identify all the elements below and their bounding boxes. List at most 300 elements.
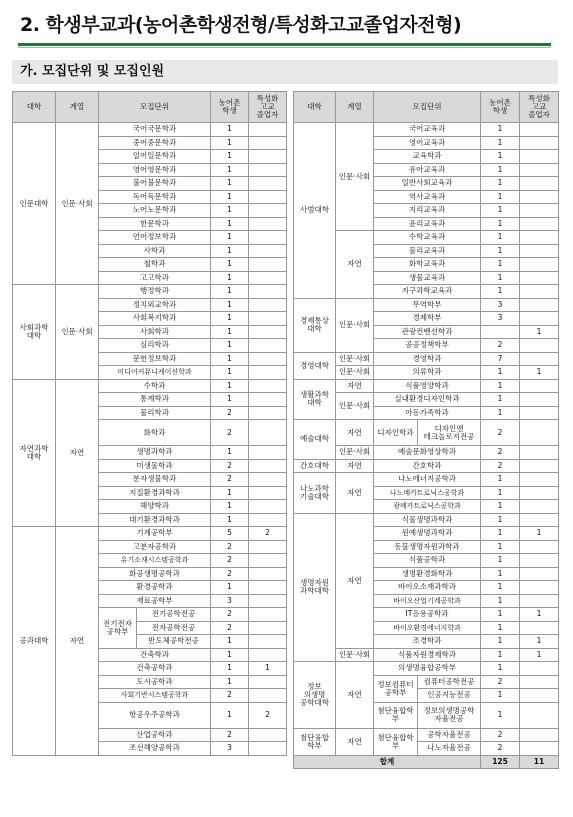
rural-count: 1 [481,190,520,204]
table-row [294,420,559,446]
vocational-count: 1 [520,635,559,649]
admission-table-right [293,91,559,769]
unit-name: 언어정보학과 [99,231,211,245]
unit-name: 나노메카트로닉스공학과 [374,486,481,500]
major-name: 전자공학전공 [137,621,211,635]
vocational-count [520,352,559,366]
col-header-college: 대학 [294,92,336,123]
rural-count: 1 [211,581,249,595]
college-name: 생명자원 과학대학 [294,513,336,662]
rural-count: 2 [211,406,249,420]
unit-name: 정치외교학과 [99,298,211,312]
unit-name: 나노에너지공학과 [374,473,481,487]
vocational-count [249,420,287,446]
unit-name: 아동가족학과 [374,406,481,420]
vocational-count: 1 [520,648,559,662]
vocational-count [249,366,287,380]
rural-count: 2 [211,621,249,635]
unit-name: 건축공학과 [99,662,211,676]
rural-count: 1 [211,312,249,326]
unit-name: 해양학과 [99,500,211,514]
vocational-count [520,231,559,245]
vocational-count [249,689,287,703]
rural-count: 1 [481,285,520,299]
unit-name: 역사교육과 [374,190,481,204]
unit-name: 화학교육과 [374,258,481,272]
major-name: 디자인앤 테크놀로지전공 [418,420,481,446]
unit-name: 유기소재시스템공학과 [99,554,211,568]
vocational-count [520,513,559,527]
rural-count: 1 [481,177,520,191]
unit-name: 대기환경과학과 [99,513,211,527]
vocational-count [249,312,287,326]
col-header-track: 계열 [336,92,374,123]
vocational-count [249,163,287,177]
rural-count: 1 [481,689,520,703]
rural-count: 1 [211,446,249,460]
vocational-count [249,339,287,353]
track-name: 인문·사회 [336,446,374,460]
unit-name: 지리교육과 [374,204,481,218]
rural-count: 1 [211,325,249,339]
col-header-college: 대학 [13,92,56,123]
vocational-count [520,621,559,635]
vocational-count [249,393,287,407]
vocational-count [520,271,559,285]
vocational-count [520,567,559,581]
vocational-count [249,675,287,689]
vocational-count [249,271,287,285]
title-underline [18,43,551,46]
vocational-count [520,393,559,407]
vocational-count [249,621,287,635]
rural-count: 1 [481,217,520,231]
rural-count: 1 [481,567,520,581]
college-name: 간호대학 [294,459,336,473]
rural-count: 1 [481,204,520,218]
vocational-count [520,136,559,150]
table-row [13,285,287,299]
rural-count: 1 [481,581,520,595]
unit-name: 조선해양공학과 [99,742,211,756]
rural-count: 1 [481,136,520,150]
unit-name: 산업공학과 [99,728,211,742]
vocational-count [520,459,559,473]
track-name: 인문·사회 [56,285,99,380]
vocational-count [249,567,287,581]
unit-name: 원예생명과학과 [374,527,481,541]
track-name: 자연 [336,231,374,299]
rural-count: 1 [481,513,520,527]
rural-count: 1 [211,177,249,191]
rural-count: 1 [481,662,520,676]
vocational-count: 1 [520,608,559,622]
vocational-count: 1 [249,662,287,676]
unit-name: 심리학과 [99,339,211,353]
rural-count: 1 [481,500,520,514]
vocational-count [249,258,287,272]
rural-count: 2 [481,675,520,689]
rural-count: 1 [481,648,520,662]
major-name: 나노자율전공 [418,742,481,756]
college-name: 자연과학 대학 [13,379,56,527]
unit-name: 유아교육과 [374,163,481,177]
rural-count: 1 [211,648,249,662]
vocational-count: 1 [520,527,559,541]
unit-name: 경제학부 [374,312,481,326]
major-name: 정보의생명공학 자율전공 [418,702,481,728]
rural-count: 1 [481,150,520,164]
admission-table-left [12,91,287,756]
rural-count: 1 [211,702,249,728]
vocational-count [249,742,287,756]
vocational-count [249,486,287,500]
unit-name: 의류학과 [374,366,481,380]
college-name: 경영대학 [294,352,336,379]
rural-count: 1 [211,271,249,285]
rural-count: 1 [211,231,249,245]
unit-name: 재료공학부 [99,594,211,608]
unit-name: 영어교육과 [374,136,481,150]
vocational-count [520,217,559,231]
rural-count: 1 [481,258,520,272]
vocational-count [520,339,559,353]
vocational-count [520,285,559,299]
college-name: 생활과학 대학 [294,379,336,420]
unit-name: 항공우주공학과 [99,702,211,728]
table-row [294,352,559,366]
rural-count: 1 [211,500,249,514]
vocational-count [520,486,559,500]
rural-count: 1 [211,123,249,137]
vocational-count [520,689,559,703]
vocational-count [249,379,287,393]
track-name: 인문·사회 [336,352,374,366]
unit-name: 중어중문학과 [99,136,211,150]
unit-name: 국어국문학과 [99,123,211,137]
vocational-count [520,163,559,177]
unit-name: 윤리교육과 [374,217,481,231]
unit-name: 수학교육과 [374,231,481,245]
department-group-name: 정보컴퓨터 공학부 [374,675,418,702]
col-header-rural: 농어촌 학생 [211,92,249,123]
unit-name: 생물교육과 [374,271,481,285]
unit-name: 물리학과 [99,406,211,420]
unit-name: 수학과 [99,379,211,393]
rural-count: 1 [211,513,249,527]
unit-name: 분자생물학과 [99,473,211,487]
vocational-count [249,298,287,312]
rural-count: 3 [211,594,249,608]
rural-count: 2 [481,339,520,353]
rural-count: 1 [211,675,249,689]
vocational-count [520,123,559,137]
vocational-count [520,190,559,204]
vocational-count [249,406,287,420]
unit-name: 조경학과 [374,635,481,649]
table-row [294,473,559,487]
col-header-rural: 농어촌 학생 [481,92,520,123]
vocational-count [520,742,559,756]
rural-count: 1 [211,393,249,407]
rural-count: 1 [481,554,520,568]
vocational-count [249,608,287,622]
track-name: 자연 [336,728,374,755]
table-row [13,123,287,137]
unit-name: 영어영문학과 [99,163,211,177]
major-name: 인공지능전공 [418,689,481,703]
vocational-count [249,594,287,608]
rural-count: 1 [481,635,520,649]
unit-name: 지구과학교육과 [374,285,481,299]
unit-name: 사회기반시스템공학과 [99,689,211,703]
vocational-count [249,513,287,527]
unit-name: 한문학과 [99,217,211,231]
vocational-count [520,420,559,446]
vocational-count [520,594,559,608]
rural-count: 1 [211,379,249,393]
rural-count: 2 [481,742,520,756]
vocational-count [249,648,287,662]
unit-name: 노어노문학과 [99,204,211,218]
rural-count: 1 [211,150,249,164]
vocational-count [520,244,559,258]
rural-count: 1 [481,231,520,245]
vocational-count [520,406,559,420]
table-row [294,755,559,769]
vocational-count [520,675,559,689]
table-row [13,379,287,393]
rural-count: 1 [211,258,249,272]
track-name: 자연 [336,420,374,446]
vocational-count [249,500,287,514]
table-row [294,123,559,137]
rural-count: 1 [211,298,249,312]
unit-name: 행정학과 [99,285,211,299]
rural-count: 1 [211,244,249,258]
vocational-count [520,379,559,393]
rural-count: 1 [211,190,249,204]
table-row [294,379,559,393]
rural-count: 1 [481,271,520,285]
vocational-count [520,298,559,312]
vocational-count [520,177,559,191]
vocational-count [520,702,559,728]
unit-name: 화공생명공학과 [99,567,211,581]
vocational-count [520,312,559,326]
unit-name: 독어독문학과 [99,190,211,204]
unit-name: 간호학과 [374,459,481,473]
vocational-count [249,325,287,339]
rural-count: 1 [211,366,249,380]
college-name: 정보 의생명 공학대학 [294,662,336,729]
vocational-count [520,540,559,554]
col-header-vocational: 특성화 고교 졸업자 [520,92,559,123]
table-row [294,298,559,312]
rural-count: 5 [211,527,249,541]
unit-name: 화학과 [99,420,211,446]
rural-count: 7 [481,352,520,366]
vocational-count [249,190,287,204]
college-name: 인문대학 [13,123,56,285]
major-name: 컴퓨터공학전공 [418,675,481,689]
unit-name: 지질환경과학과 [99,486,211,500]
unit-name: 문헌정보학과 [99,352,211,366]
unit-name: 예술문화영상학과 [374,446,481,460]
college-name: 첨단융합 학부 [294,728,336,755]
rural-count: 1 [481,621,520,635]
rural-count: 2 [211,608,249,622]
rural-count: 2 [481,420,520,446]
vocational-count [249,581,287,595]
rural-count: 1 [481,702,520,728]
track-name: 자연 [336,662,374,729]
vocational-count [249,635,287,649]
rural-count: 1 [481,366,520,380]
major-name: 반도체공학전공 [137,635,211,649]
unit-name: 의생명융합공학부 [374,662,481,676]
vocational-count [520,728,559,742]
track-name: 인문·사회 [336,393,374,420]
rural-count: 1 [481,393,520,407]
unit-name: 일반사회교육과 [374,177,481,191]
rural-count: 2 [211,473,249,487]
rural-count: 3 [481,312,520,326]
vocational-count [520,446,559,460]
vocational-count [520,554,559,568]
unit-name: 바이오산업기계공학과 [374,594,481,608]
unit-name: 사회복지학과 [99,312,211,326]
total-rural: 125 [481,755,520,769]
unit-name: 물리교육과 [374,244,481,258]
track-name: 자연 [336,473,374,514]
department-group-name: 첨단융합학부 [374,728,418,755]
unit-name: IT응용공학과 [374,608,481,622]
track-name: 자연 [336,459,374,473]
title-underline-thin [18,47,551,48]
track-name: 자연 [56,379,99,527]
unit-name: 관광컨벤션학과 [374,325,481,339]
rural-count: 2 [481,459,520,473]
table-row [294,459,559,473]
rural-count: 1 [481,540,520,554]
vocational-count [249,244,287,258]
unit-name: 기계공학부 [99,527,211,541]
major-name: 공학자율전공 [418,728,481,742]
unit-name: 건축학과 [99,648,211,662]
subsection-heading [12,60,558,84]
vocational-count [520,204,559,218]
section-title [18,10,551,40]
unit-name: 미생물학과 [99,459,211,473]
unit-name: 교육학과 [374,150,481,164]
vocational-count [249,136,287,150]
rural-count: 2 [481,446,520,460]
rural-count: 2 [211,554,249,568]
rural-count: 3 [211,742,249,756]
rural-count: 1 [211,204,249,218]
rural-count: 1 [211,339,249,353]
col-header-vocational: 특성화 고교 졸업자 [249,92,287,123]
rural-count: 1 [211,662,249,676]
unit-name: 동물생명자원과학과 [374,540,481,554]
vocational-count: 1 [520,366,559,380]
rural-count: 2 [481,728,520,742]
col-header-unit: 모집단위 [99,92,211,123]
unit-name: 바이오환경에너지학과 [374,621,481,635]
rural-count: 1 [211,217,249,231]
vocational-count [249,540,287,554]
vocational-count [249,473,287,487]
college-name: 예술대학 [294,420,336,460]
col-header-track: 계열 [56,92,99,123]
unit-name: 환경공학과 [99,581,211,595]
rural-count: 3 [481,298,520,312]
unit-name: 사회학과 [99,325,211,339]
vocational-count [520,581,559,595]
vocational-count [249,728,287,742]
vocational-count [520,500,559,514]
vocational-count [249,123,287,137]
table-row [13,527,287,541]
vocational-count [249,446,287,460]
unit-name: 고분자공학과 [99,540,211,554]
table-row [294,728,559,742]
table-row [294,513,559,527]
college-name: 경제통상 대학 [294,298,336,352]
unit-name: 국어교육과 [374,123,481,137]
total-vocational: 11 [520,755,559,769]
vocational-count [520,258,559,272]
unit-name: 무역학부 [374,298,481,312]
rural-count: 1 [481,486,520,500]
rural-count: 1 [481,608,520,622]
unit-name: 광메카트로닉스공학과 [374,500,481,514]
unit-name: 식품영양학과 [374,379,481,393]
track-name: 인문·사회 [336,123,374,231]
track-name: 자연 [56,527,99,756]
rural-count: 1 [481,406,520,420]
unit-name: 불어불문학과 [99,177,211,191]
vocational-count [249,204,287,218]
vocational-count [520,662,559,676]
rural-count: 2 [211,420,249,446]
college-name: 공과대학 [13,527,56,756]
unit-name: 일어일문학과 [99,150,211,164]
rural-count: 1 [211,163,249,177]
unit-name: 식물생명과학과 [374,513,481,527]
unit-name: 통계학과 [99,393,211,407]
table-row [294,662,559,676]
unit-name: 사학과 [99,244,211,258]
rural-count: 2 [211,689,249,703]
unit-name: 생명환경화학과 [374,567,481,581]
rural-count: 1 [481,123,520,137]
department-group-name: 디자인학과 [374,420,418,446]
college-name: 나노과학 기술대학 [294,473,336,514]
unit-name: 경영학과 [374,352,481,366]
track-name: 인문·사회 [336,648,374,662]
unit-name: 식품공학과 [374,554,481,568]
vocational-count [249,352,287,366]
rural-count: 1 [481,527,520,541]
rural-count: 1 [211,486,249,500]
unit-name: 바이오소재과학과 [374,581,481,595]
college-name: 사회과학 대학 [13,285,56,380]
rural-count: 1 [481,379,520,393]
rural-count: 1 [211,136,249,150]
vocational-count: 2 [249,702,287,728]
